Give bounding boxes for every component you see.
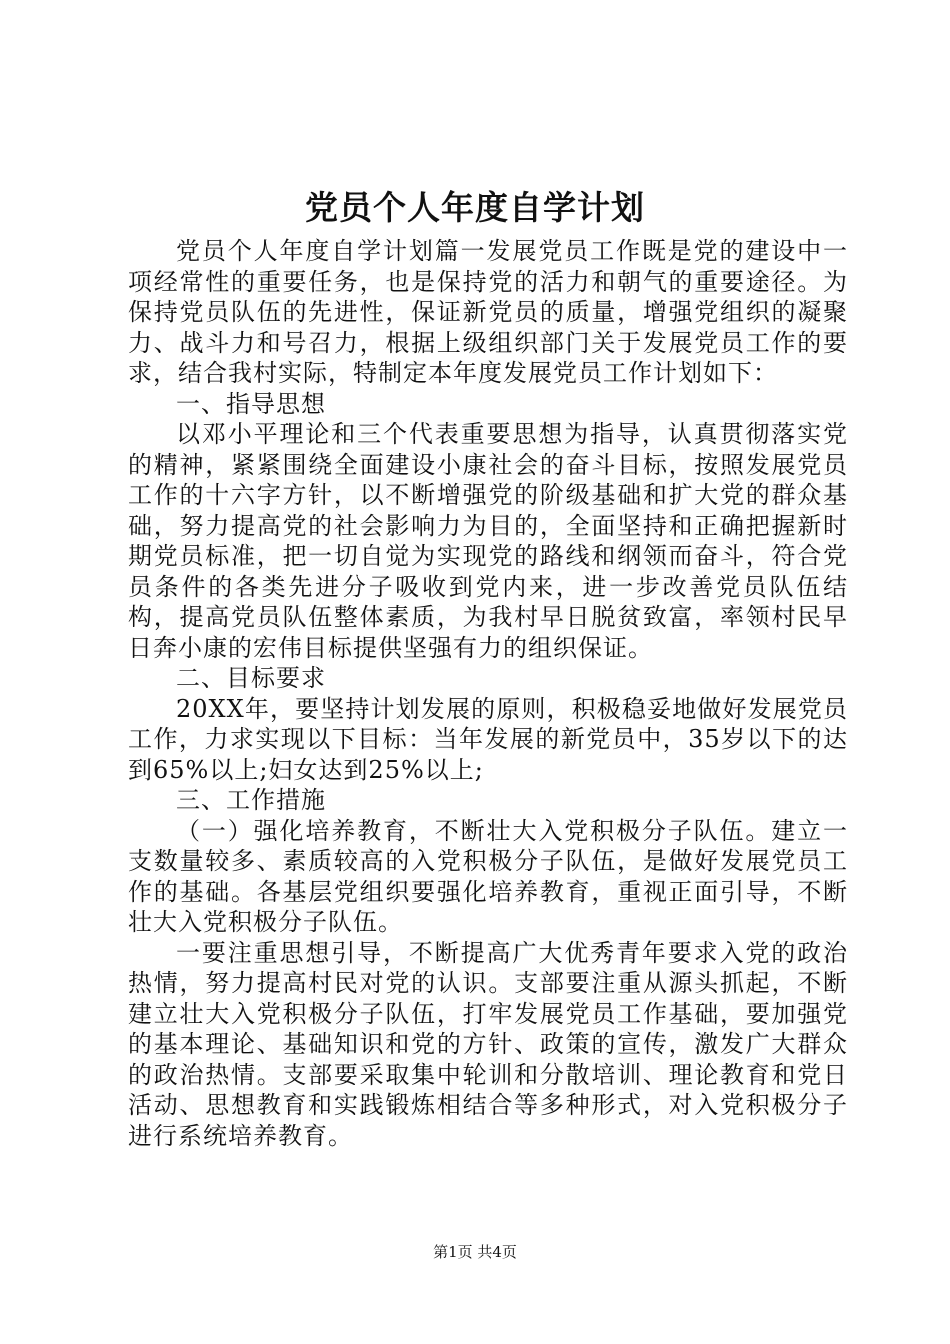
heading-guiding-ideology: 一、指导思想 xyxy=(176,389,326,418)
paragraph-measure-one-detail: 一要注重思想引导，不断提高广大优秀青年要求入党的政治热情，努力提高村民对党的认识。支部要注重从源头抓起，不断建立壮大入党积极分子队伍，打牢发展党员工作基础，要加强党的基本理论、基础知识和党的方针、政策的宣传，激发广大群众的政治热情。支部要采取集中轮训和分散培训、理论教育和党日活动、思想教育和实践锻炼相结合等多种形式，对入党积极分子进行系统培养教育。 xyxy=(128,938,848,1150)
paragraph-guiding-ideology: 以邓小平理论和三个代表重要思想为指导，认真贯彻落实党的精神，紧紧围绕全面建设小康社会的奋斗目标，按照发展党员工作的十六字方针，以不断增强党的阶级基础和扩大党的群众基础，努力提高党的社会影响力为目的，全面坚持和正确把握新时期党员标准，把一切自觉为实现党的路线和纲领而奋斗，符合党员条件的各类先进分子吸收到党内来，进一步改善党员队伍结构，提高党员队伍整体素质，为我村早日脱贫致富，率领村民早日奔小康的宏伟目标提供坚强有力的组织保证。 xyxy=(128,420,848,662)
paragraph-intro: 党员个人年度自学计划篇一发展党员工作既是党的建设中一项经常性的重要任务，也是保持党的活力和朝气的重要途径。为保持党员队伍的先进性，保证新党员的质量，增强党组织的凝聚力、战斗力和号召力，根据上级组织部门关于发展党员工作的要求，结合我村实际，特制定本年度发展党员工作计划如下： xyxy=(128,237,848,387)
document-body xyxy=(128,236,848,1151)
heading-target-requirements: 二、目标要求 xyxy=(176,664,326,692)
document-title: 党员个人年度自学计划 xyxy=(305,188,645,227)
heading-work-measures: 三、工作措施 xyxy=(176,786,326,814)
page-footer: 第1页 共4页 xyxy=(433,1243,517,1261)
paragraph-measure-one: （一）强化培养教育，不断壮大入党积极分子队伍。建立一支数量较多、素质较高的入党积极分子队伍，是做好发展党员工作的基础。各基层党组织要强化培养教育，重视正面引导，不断壮大入党积极分子队伍。 xyxy=(128,816,848,936)
paragraph-target-requirements: 20XX年，要坚持计划发展的原则，积极稳妥地做好发展党员工作，力求实现以下目标：当年发展的新党员中，35岁以下的达到65%以上;妇女达到25%以上; xyxy=(128,694,848,784)
